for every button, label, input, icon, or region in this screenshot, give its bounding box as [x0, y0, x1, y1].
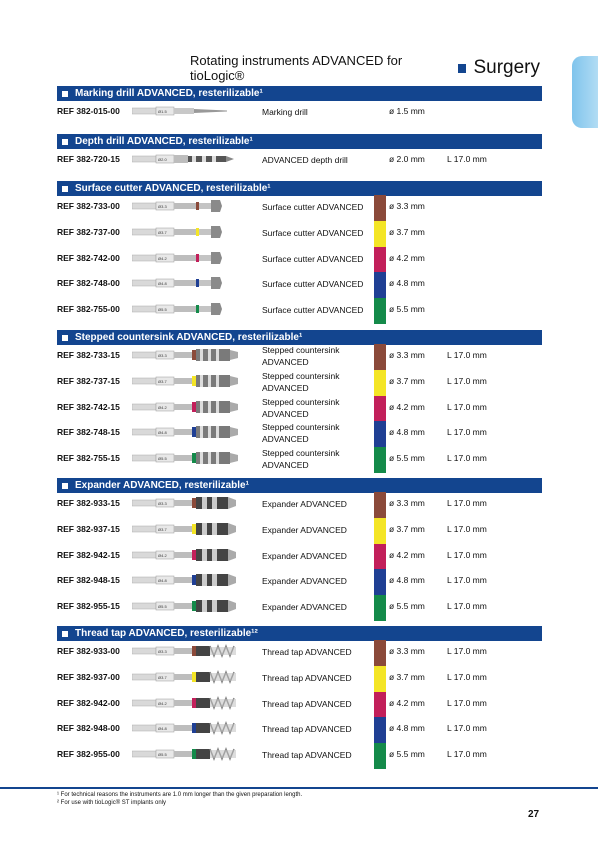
- diameter: ø 4.8 mm: [389, 278, 425, 289]
- instrument-image: [132, 102, 272, 120]
- cutter-instrument-image: [132, 223, 242, 241]
- product-name: Surface cutter ADVANCED: [262, 227, 364, 238]
- ref-number: REF 382-948-15: [57, 575, 120, 586]
- product-row: [57, 100, 542, 124]
- product-name: Stepped countersink ADVANCED: [262, 370, 340, 393]
- group-header: [57, 134, 542, 149]
- product-name: Expander ADVANCED: [262, 499, 347, 509]
- product-row: [57, 298, 542, 322]
- product-row: [57, 717, 542, 741]
- expander-instrument-image: [132, 546, 242, 564]
- ref-number: REF 382-742-15: [57, 401, 120, 412]
- instrument-image: [132, 745, 272, 763]
- diameter: ø 4.2 mm: [389, 697, 425, 708]
- ref-number: REF 382-755-15: [57, 453, 120, 464]
- diameter: ø 4.2 mm: [389, 252, 425, 263]
- product-name: Surface cutter ADVANCED: [262, 202, 364, 212]
- cutter-instrument-image: [132, 274, 242, 292]
- instrument-image: [132, 398, 272, 416]
- tap-instrument-image: [132, 668, 242, 686]
- instrument-image: [132, 642, 272, 660]
- svg-text:Ø4.2: Ø4.2: [158, 404, 167, 410]
- svg-text:Ø4.2: Ø4.2: [158, 700, 167, 706]
- group-title: Stepped countersink ADVANCED, resterilizable¹: [75, 332, 303, 343]
- ref-number: REF 382-737-15: [57, 375, 120, 386]
- group-header: [57, 478, 542, 493]
- length: L 17.0 mm: [447, 646, 487, 656]
- tap-instrument-image: [132, 642, 242, 660]
- color-code-swatch: [374, 544, 386, 570]
- diameter: ø 3.3 mm: [389, 201, 425, 211]
- instrument-image: [132, 249, 272, 267]
- diameter: ø 3.3 mm: [389, 350, 425, 360]
- group-header: [57, 330, 542, 345]
- instrument-image: [132, 668, 272, 686]
- marking-instrument-image: [132, 102, 242, 120]
- product-row: [57, 221, 542, 245]
- bullet-square-icon: [62, 139, 68, 145]
- diameter: ø 3.7 mm: [389, 375, 425, 386]
- product-row: [57, 492, 542, 516]
- diameter: ø 3.3 mm: [389, 498, 425, 508]
- color-code-swatch: [374, 692, 386, 718]
- color-code-swatch: [374, 743, 386, 769]
- group-title: Marking drill ADVANCED, resterilizable¹: [75, 88, 263, 99]
- footnote-2: ² For use with tioLogic® ST implants only: [57, 800, 167, 806]
- bullet-square-icon: [62, 483, 68, 489]
- diameter: ø 3.3 mm: [389, 646, 425, 656]
- product-row: [57, 370, 542, 394]
- svg-text:Ø4.8: Ø4.8: [158, 578, 167, 584]
- bullet-square-icon: [62, 631, 68, 637]
- tap-instrument-image: [132, 745, 242, 763]
- product-row: [57, 344, 542, 368]
- instrument-image: [132, 694, 272, 712]
- page-number: 27: [528, 809, 540, 820]
- svg-text:Ø3.7: Ø3.7: [158, 674, 167, 680]
- svg-text:Ø5.5: Ø5.5: [158, 604, 167, 610]
- color-code-swatch: [374, 272, 386, 298]
- product-name: Expander ADVANCED: [262, 524, 347, 535]
- diameter: ø 3.7 mm: [389, 523, 425, 534]
- group-title: Thread tap ADVANCED, resterilizable¹²: [75, 628, 258, 639]
- expander-instrument-image: [132, 494, 242, 512]
- color-code-swatch: [374, 298, 386, 324]
- ref-number: REF 382-742-00: [57, 252, 120, 263]
- svg-text:Ø3.7: Ø3.7: [158, 229, 167, 235]
- countersink-instrument-image: [132, 449, 242, 467]
- color-code-swatch: [374, 195, 386, 221]
- instrument-image: [132, 423, 272, 441]
- instrument-image: [132, 449, 272, 467]
- product-name: Thread tap ADVANCED: [262, 698, 352, 709]
- instrument-image: [132, 597, 272, 615]
- footnote-1: ¹ For technical reasons the instruments are 1.0 mm longer than the given preparation length.: [57, 792, 303, 798]
- svg-text:Ø5.5: Ø5.5: [158, 456, 167, 462]
- instrument-image: [132, 150, 272, 168]
- instrument-image: [132, 197, 272, 215]
- svg-text:Ø5.5: Ø5.5: [158, 307, 167, 313]
- length: L 17.0 mm: [447, 549, 487, 560]
- svg-text:Ø4.8: Ø4.8: [158, 726, 167, 732]
- instrument-image: [132, 494, 272, 512]
- length: L 17.0 mm: [447, 427, 487, 438]
- product-row: [57, 396, 542, 420]
- cutter-instrument-image: [132, 249, 242, 267]
- svg-text:Ø3.7: Ø3.7: [158, 526, 167, 532]
- diameter: ø 3.7 mm: [389, 671, 425, 682]
- product-row: [57, 247, 542, 271]
- length: L 17.0 mm: [447, 601, 487, 612]
- svg-text:Ø2.0: Ø2.0: [158, 157, 167, 162]
- ref-number: REF 382-748-15: [57, 427, 120, 438]
- svg-text:Ø4.2: Ø4.2: [158, 255, 167, 261]
- ref-number: REF 382-748-00: [57, 278, 120, 289]
- product-name: Thread tap ADVANCED: [262, 672, 352, 683]
- product-name: Thread tap ADVANCED: [262, 724, 352, 735]
- product-row: [57, 148, 542, 172]
- product-name: Stepped countersink ADVANCED: [262, 422, 340, 445]
- expander-instrument-image: [132, 597, 242, 615]
- product-row: [57, 743, 542, 767]
- instrument-image: [132, 571, 272, 589]
- length: L 17.0 mm: [447, 575, 487, 586]
- bullet-square-icon: [62, 186, 68, 192]
- svg-text:Ø3.3: Ø3.3: [158, 353, 167, 358]
- cutter-instrument-image: [132, 300, 242, 318]
- length: L 17.0 mm: [447, 154, 487, 164]
- header-square-icon: [458, 64, 467, 73]
- product-row: [57, 421, 542, 445]
- depth-instrument-image: [132, 150, 242, 168]
- bullet-square-icon: [62, 91, 68, 97]
- color-code-swatch: [374, 595, 386, 621]
- product-name: Marking drill: [262, 107, 308, 117]
- diameter: ø 2.0 mm: [389, 154, 425, 164]
- product-name: Thread tap ADVANCED: [262, 750, 352, 761]
- instrument-image: [132, 346, 272, 364]
- page-title: Rotating instruments ADVANCED for tioLogic®: [190, 53, 403, 83]
- product-name: Expander ADVANCED: [262, 576, 347, 587]
- diameter: ø 5.5 mm: [389, 304, 425, 315]
- diameter: ø 3.7 mm: [389, 226, 425, 237]
- svg-text:Ø3.3: Ø3.3: [158, 501, 167, 506]
- instrument-image: [132, 719, 272, 737]
- color-code-swatch: [374, 492, 386, 518]
- color-code-swatch: [374, 344, 386, 370]
- length: L 17.0 mm: [447, 350, 487, 360]
- length: L 17.0 mm: [447, 453, 487, 464]
- product-row: [57, 666, 542, 690]
- product-row: [57, 692, 542, 716]
- instrument-image: [132, 223, 272, 241]
- product-row: [57, 518, 542, 542]
- group-header: [57, 86, 542, 101]
- tap-instrument-image: [132, 694, 242, 712]
- ref-number: REF 382-720-15: [57, 154, 120, 164]
- svg-text:Ø4.2: Ø4.2: [158, 552, 167, 558]
- ref-number: REF 382-942-00: [57, 697, 120, 708]
- svg-text:Ø4.8: Ø4.8: [158, 430, 167, 436]
- product-name: Expander ADVANCED: [262, 602, 347, 613]
- product-name: Stepped countersink ADVANCED: [262, 345, 340, 367]
- instrument-image: [132, 520, 272, 538]
- footer-divider: [0, 787, 598, 789]
- product-row: [57, 544, 542, 568]
- color-code-swatch: [374, 569, 386, 595]
- product-name: Thread tap ADVANCED: [262, 647, 352, 657]
- tap-instrument-image: [132, 719, 242, 737]
- color-code-swatch: [374, 396, 386, 422]
- ref-number: REF 382-937-00: [57, 671, 120, 682]
- svg-text:Ø3.7: Ø3.7: [158, 378, 167, 384]
- instrument-image: [132, 300, 272, 318]
- diameter: ø 4.2 mm: [389, 549, 425, 560]
- section-title: Surgery: [473, 57, 540, 78]
- product-name: Stepped countersink ADVANCED: [262, 396, 340, 419]
- diameter: ø 1.5 mm: [389, 106, 425, 116]
- product-name: Expander ADVANCED: [262, 550, 347, 561]
- group-title: Expander ADVANCED, resterilizable¹: [75, 480, 249, 491]
- section-tab: [572, 56, 598, 128]
- countersink-instrument-image: [132, 346, 242, 364]
- product-name: Surface cutter ADVANCED: [262, 253, 364, 264]
- color-code-swatch: [374, 370, 386, 396]
- color-code-swatch: [374, 640, 386, 666]
- length: L 17.0 mm: [447, 523, 487, 534]
- countersink-instrument-image: [132, 398, 242, 416]
- length: L 17.0 mm: [447, 723, 487, 734]
- ref-number: REF 382-015-00: [57, 106, 120, 116]
- group-title: Depth drill ADVANCED, resterilizable¹: [75, 136, 253, 147]
- diameter: ø 4.8 mm: [389, 427, 425, 438]
- product-name: Stepped countersink ADVANCED: [262, 448, 340, 471]
- length: L 17.0 mm: [447, 498, 487, 508]
- cutter-instrument-image: [132, 197, 242, 215]
- expander-instrument-image: [132, 520, 242, 538]
- diameter: ø 4.8 mm: [389, 723, 425, 734]
- length: L 17.0 mm: [447, 401, 487, 412]
- ref-number: REF 382-937-15: [57, 523, 120, 534]
- ref-number: REF 382-733-15: [57, 350, 120, 360]
- instrument-image: [132, 546, 272, 564]
- product-row: [57, 272, 542, 296]
- product-row: [57, 447, 542, 471]
- ref-number: REF 382-737-00: [57, 226, 120, 237]
- length: L 17.0 mm: [447, 697, 487, 708]
- ref-number: REF 382-733-00: [57, 201, 120, 211]
- svg-text:Ø1.5: Ø1.5: [158, 109, 167, 114]
- countersink-instrument-image: [132, 423, 242, 441]
- color-code-swatch: [374, 717, 386, 743]
- diameter: ø 5.5 mm: [389, 601, 425, 612]
- ref-number: REF 382-933-15: [57, 498, 120, 508]
- bullet-square-icon: [62, 335, 68, 341]
- diameter: ø 5.5 mm: [389, 453, 425, 464]
- length: L 17.0 mm: [447, 375, 487, 386]
- instrument-image: [132, 274, 272, 292]
- product-row: [57, 595, 542, 619]
- color-code-swatch: [374, 221, 386, 247]
- product-row: [57, 640, 542, 664]
- group-header: [57, 626, 542, 641]
- svg-text:Ø4.8: Ø4.8: [158, 281, 167, 287]
- ref-number: REF 382-955-15: [57, 601, 120, 612]
- diameter: ø 5.5 mm: [389, 749, 425, 760]
- product-row: [57, 569, 542, 593]
- group-header: [57, 181, 542, 196]
- ref-number: REF 382-942-15: [57, 549, 120, 560]
- color-code-swatch: [374, 518, 386, 544]
- diameter: ø 4.8 mm: [389, 575, 425, 586]
- svg-text:Ø3.3: Ø3.3: [158, 649, 167, 654]
- ref-number: REF 382-955-00: [57, 749, 120, 760]
- color-code-swatch: [374, 447, 386, 473]
- color-code-swatch: [374, 421, 386, 447]
- instrument-image: [132, 372, 272, 390]
- expander-instrument-image: [132, 571, 242, 589]
- countersink-instrument-image: [132, 372, 242, 390]
- ref-number: REF 382-948-00: [57, 723, 120, 734]
- svg-text:Ø5.5: Ø5.5: [158, 752, 167, 758]
- ref-number: REF 382-755-00: [57, 304, 120, 315]
- page-header: [190, 53, 540, 83]
- ref-number: REF 382-933-00: [57, 646, 120, 656]
- color-code-swatch: [374, 666, 386, 692]
- svg-text:Ø3.3: Ø3.3: [158, 204, 167, 209]
- diameter: ø 4.2 mm: [389, 401, 425, 412]
- product-name: ADVANCED depth drill: [262, 155, 348, 165]
- color-code-swatch: [374, 247, 386, 273]
- product-name: Surface cutter ADVANCED: [262, 279, 364, 290]
- length: L 17.0 mm: [447, 749, 487, 760]
- product-row: [57, 195, 542, 219]
- group-title: Surface cutter ADVANCED, resterilizable¹: [75, 183, 271, 194]
- length: L 17.0 mm: [447, 671, 487, 682]
- product-name: Surface cutter ADVANCED: [262, 305, 364, 316]
